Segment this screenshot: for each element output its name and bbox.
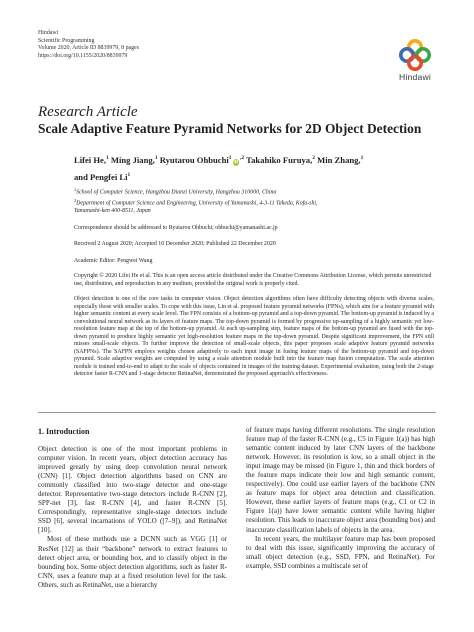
publication-dates: Received 2 August 2020; Accepted 10 December 2020; Published 22 December 2020 xyxy=(74,241,276,247)
section-divider xyxy=(38,412,436,413)
author[interactable]: and Pengfei Li$^1$ xyxy=(74,171,131,182)
author[interactable]: Ming Jiang,$^1$ xyxy=(110,155,158,165)
logo-ring xyxy=(409,57,421,69)
journal-info xyxy=(38,30,139,60)
author[interactable]: Takahiko Furuya,$^2$ xyxy=(246,155,315,165)
publisher-name: Hindawi xyxy=(38,30,59,36)
orcid-icon[interactable]: iD xyxy=(233,159,239,164)
article-type: Research Article xyxy=(38,104,138,120)
volume-line: Volume 2020, Article ID 8839979, 8 pages xyxy=(38,45,139,52)
paragraph: of feature maps having different resolutions. The single resolution feature map of the faster R-CNN (e.g., C5 in Figure 1(a)) has high semantic content induced by later CNN layers of the backbone network. However, its resolution is low, so a small object in the input image may be missed (in Figure 1, thin and thick borders of the feature maps indicate their low and high semantic content, respectively). One could use earlier layers of the backbone CNN as feature maps for object area detection and classification. However, these earlier layers of feature maps (e.g., C1 or C2 in Figure 1(a)) have lower semantic content while having higher resolution. This leads to inaccurate object area (bounding box) and inaccurate classification labels of objects in the area. xyxy=(246,426,435,534)
affiliation: $^1$School of Computer Science, Hangzhou Dianzi University, Hangzhou 310000, China xyxy=(74,187,277,196)
body-column-right xyxy=(246,426,435,571)
hindawi-logo xyxy=(390,38,440,86)
affiliation: $^2$Department of Computer Science and Engineering, University of Yamanashi, 4-3-11 Takeda, Kofu-shi, xyxy=(74,198,318,207)
affiliations xyxy=(74,186,434,216)
copyright-notice: Copyright © 2020 Lifei He et al. This is an open access article distributed under the Creative Commons Attribution License, which permits unrestricted use, distribution, and reproduction in any medium, provided the original work is properly cited. xyxy=(74,273,432,287)
logo-text: Hindawi xyxy=(399,72,431,82)
page-title: Scale Adaptive Feature Pyramid Networks for 2D Object Detection xyxy=(38,121,422,136)
author[interactable]: Min Zhang,$^1$ xyxy=(317,155,364,165)
paragraph: Most of these methods use a DCNN such as VGG [1] or ResNet [12] as their “backbone” network to extract features to detect object area, or bounding box, and to classify object in the bounding box. Some object detection algorithms, such as faster R-CNN, uses a feature map at a fixed resolution level for the task. Others, such as RetinaNet, use a hierarchy xyxy=(38,535,227,589)
journal-name: Scientific Programming xyxy=(38,37,95,44)
doi-link[interactable]: https://doi.org/10.1155/2020/8839979 xyxy=(38,52,128,59)
author[interactable]: Lifei He,$^1$ xyxy=(74,155,109,165)
author[interactable]: Ryutarou $Ohbuchi^1iD^{,2}$ xyxy=(159,155,245,165)
author-list xyxy=(74,151,434,184)
affiliation: Yamanashi-ken 400-8511, Japan xyxy=(74,208,151,215)
section-heading: 1. Introduction xyxy=(38,427,90,436)
paragraph: Object detection is one of the most important problems in computer vision. In recent years, object detection accuracy has improved greatly by using deep convolution neural network (CNN) [1]. Object detection algorithms based on CNN are commonly classified into two-stage detector and one-stage detector. Representative two-stage detectors include R-CNN [2], SPP-net [3], fast R-CNN [4], and faster R-CNN [5]. Correspondingly, representative single-stage detectors include SSD [6], several incarnations of YOLO ([7–9]), and RetinaNet [10]. xyxy=(38,445,227,535)
paragraph: In recent years, the multilayer feature map has been proposed to deal with this issue, significantly improving the accuracy of small object detection (e.g., SSD, FPN, and RetinaNet). For example, SSD combines a multiscale set of xyxy=(246,534,435,570)
abstract: Object detection is one of the core tasks in computer vision. Object detection algorithms often have difficulty detecting objects with diverse scales, especially those with smaller scales. To cope with this issue, Lin et al. proposed feature pyramid networks (FPNs), which aim for a feature pyramid with higher semantic content at every scale level. The FPN consists of a bottom-up pyramid and a top-down pyramid. The bottom-up pyramid is induced by a convolutional neural network as its layers of feature maps. The top-down pyramid is formed by progressive up-sampling of a highly semantic yet low-resolution feature map at the top of the bottom-up pyramid. At each up-sampling step, feature maps of the bottom-up pyramid are fused with the top-down pyramid to produce highly semantic yet high-resolution feature maps in the top-down pyramid. Despite significant improvement, the FPN still misses small-scale objects. To further improve the detection of small-scale objects, this paper proposes scale adaptive feature pyramid networks (SAFPNs). The SAFPN employs weights chosen adaptively to each input image in fusing feature maps of the bottom-up pyramid and top-down pyramid. Scale adaptive weights are computed by using a scale attention module built into the feature map fusion computation. The scale attention module is trained end-to-end to adapt to the scale of objects contained in images of the training dataset. Experimental evaluation, using both the 2-stage detector faster R-CNN and 1-stage detector RetinaNet, demonstrated the proposed approach's effectiveness. xyxy=(74,296,435,377)
body-column-left xyxy=(38,445,227,590)
hindawi-rings-logo-icon xyxy=(395,38,435,72)
academic-editor: Academic Editor: Pengwei Wang xyxy=(74,258,153,264)
correspondence: Correspondence should be addressed to Ryutarou Ohbuchi; ohbuchi@yamanashi.ac.jp xyxy=(74,225,278,231)
